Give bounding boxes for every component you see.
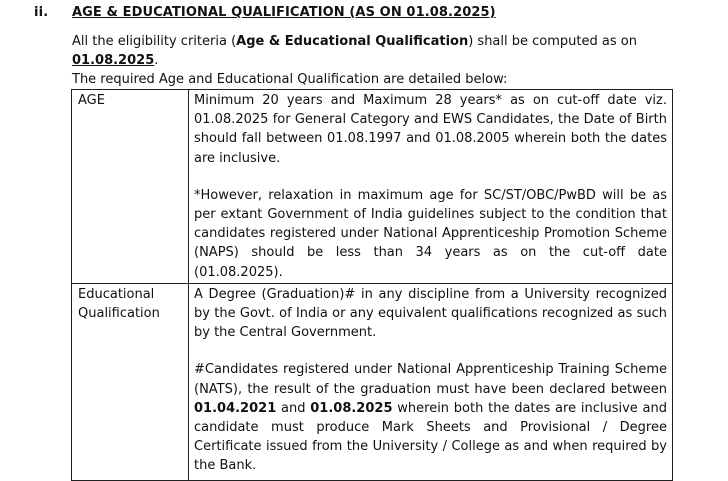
intro-date: 01.08.2025 [72, 53, 155, 68]
intro-line-2: The required Age and Educational Qualification are detailed below: [72, 72, 508, 87]
section-number: ii. [34, 5, 49, 20]
nats-date-from: 01.04.2021 [194, 400, 277, 416]
age-criteria [189, 90, 673, 284]
nats-note-and: and [276, 400, 311, 416]
age-relaxation-para: *However, relaxation in maximum age for SC/ST/OBC/PwBD will be as per extant Government of India guidelines subject to the condition that candidates registered under National Apprenticeship Promotion Scheme (NAPS) should be less than 34 years as on the cut-off date (01.08.2025). [194, 187, 667, 280]
intro-text-1: All the eligibility criteria ( [72, 34, 237, 49]
nats-note-start: #Candidates registered under National Apprenticeship Training Scheme (NATS), the result of the graduation must have been declared between [194, 362, 667, 397]
nats-date-to: 01.08.2025 [310, 400, 393, 416]
education-criteria-para-1: A Degree (Graduation)# in any discipline from a University recognized by the Govt. of India or any equivalent qualifications recognized as such by the Central Government. [194, 286, 667, 341]
intro-paragraph [72, 32, 722, 89]
nats-note-para [194, 360, 667, 475]
intro-text-3: . [154, 53, 159, 68]
intro-bold-phrase: Age & Educational Qualification [236, 34, 469, 49]
age-criteria-para-1: Minimum 20 years and Maximum 28 years* as on cut-off date viz. 01.08.2025 for General Category and EWS Candidates, the Date of Birth should fall between 01.08.1997 and 01.08.2005 wherein both the dates are inclusive. [194, 93, 667, 166]
intro-text-2: ) shall be computed as on [468, 34, 637, 49]
table-row-age [72, 90, 673, 284]
education-label-line-2: Qualification [78, 305, 160, 321]
education-label-line-1: Educational [78, 286, 155, 302]
age-label: AGE [72, 90, 189, 284]
nats-note-end: wherein both the dates are inclusive and candidate must produce Mark Sheets and Provisional / Degree Certificate issued from the University / College as and when required by the Bank. [194, 400, 667, 474]
section-heading: AGE & EDUCATIONAL QUALIFICATION (AS ON 01.08.2025) [72, 5, 496, 20]
qualification-table [71, 89, 673, 481]
